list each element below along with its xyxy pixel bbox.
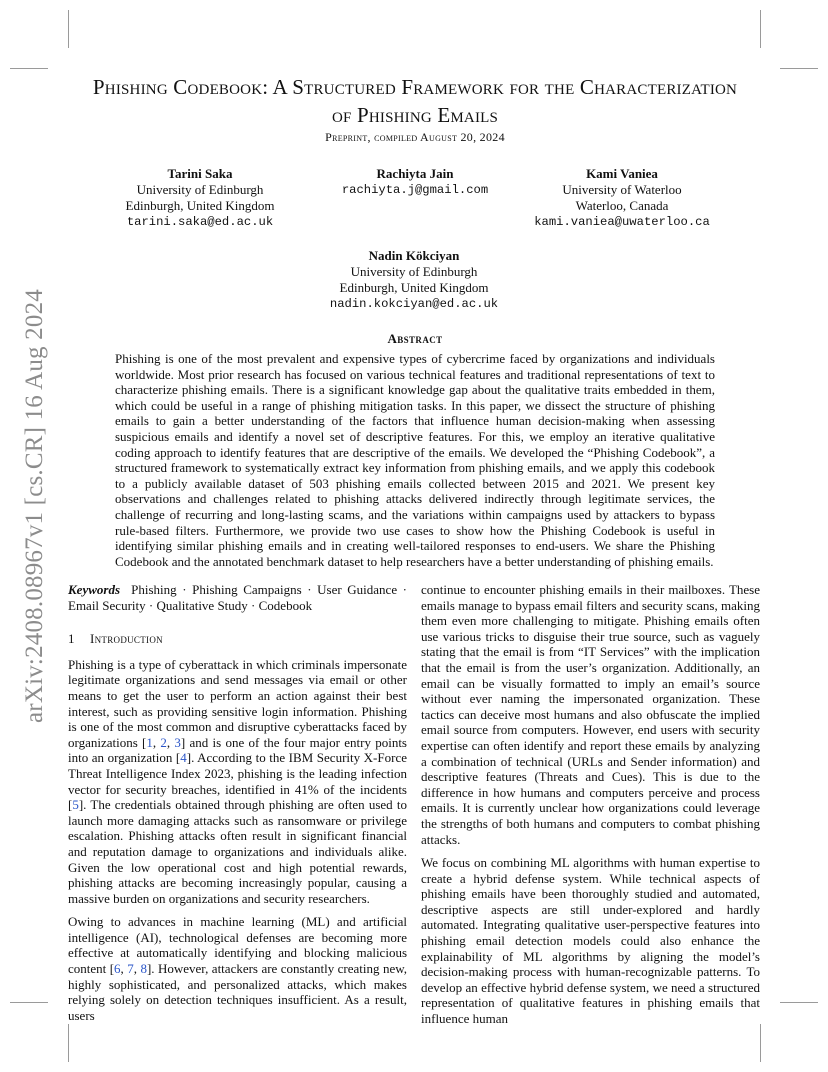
arxiv-identifier bbox=[20, 286, 50, 726]
citation-link[interactable]: 3 bbox=[174, 734, 181, 750]
abstract-heading: Abstract bbox=[387, 331, 443, 346]
section-heading bbox=[68, 631, 407, 647]
citation-link[interactable]: 8 bbox=[140, 961, 147, 977]
author-block bbox=[315, 166, 515, 198]
author-affiliation: University of Edinburgh bbox=[350, 264, 478, 279]
citation-link[interactable]: 2 bbox=[160, 734, 167, 750]
title-line-2: of Phishing Emails bbox=[331, 103, 499, 127]
citation-link[interactable]: 6 bbox=[114, 961, 121, 977]
abstract-text: Phishing is one of the most prevalent and expensive types of cybercrime faced by organizations and individuals worldwide. Most prior research has focused on various technical features and traditional representations of text to characterize phishing emails. There is a significant knowledge gap about the qualitative traits embedded in them, which could be useful in a range of phishing mitigation tasks. In this paper, we dissect the structure of phishing emails to gain a better understanding of the factors that influence human decision-making when assessing suspicious emails and identify a novel set of descriptive features. For this, we employ an iterative qualitative coding approach to identify features that are descriptive of the emails. We developed the “Phishing Codebook”, a structured framework to systematically extract key information from phishing emails, and we apply this codebook to a publicly available dataset of 503 phishing emails collected between 2015 and 2021. We present key observations and challenges related to phishing attacks delivered indirectly through legitimate services, the challenge of recurring and long-lasting scams, and the variations within campaigns used by attackers to bypass rule-based filters. Furthermore, we provide two use cases to show how the Phishing Codebook is useful in identifying similar phishing emails and in creating well-tailored responses to end-users. We share the Phishing Codebook and the annotated benchmark dataset to help researchers have a better understanding of phishing emails. bbox=[115, 351, 715, 569]
author-email: nadin.kokciyan@ed.ac.uk bbox=[329, 297, 499, 311]
citation-link[interactable]: 4 bbox=[180, 750, 187, 766]
author-location: Edinburgh, United Kingdom bbox=[125, 198, 275, 213]
author-name: Nadin Kökciyan bbox=[368, 248, 460, 263]
author-block bbox=[314, 248, 514, 312]
intro-paragraph: Owing to advances in machine learning (ML) and artificial intelligence (AI), technological defenses are becoming more effective at automatically identifying and blocking malicious content [6, 7, 8]. However, attackers are constantly creating new, highly sophisticated, and personalized attacks, which makes relying solely on detection techniques insufficient. As a result, users bbox=[68, 914, 408, 1023]
crop-mark bbox=[780, 68, 818, 69]
author-affiliation: University of Edinburgh bbox=[136, 182, 264, 197]
author-location: Waterloo, Canada bbox=[575, 198, 669, 213]
author-location: Edinburgh, United Kingdom bbox=[339, 280, 489, 295]
left-column bbox=[68, 582, 407, 1031]
paper-title bbox=[60, 73, 770, 129]
author-block bbox=[522, 166, 722, 230]
intro-paragraph: We focus on combining ML algorithms with human expertise to create a hybrid defense system. While technical aspects of phishing emails have been thoroughly studied and automated, descriptive aspects are still under-explored and hardly automated. Integrating qualitative user-perspective features into phishing email detection models could also enhance the explainability of ML algorithms by aligning the model’s decision-making process with human-recognizable patterns. To develop an effective hybrid defense system, we need a structured representation of qualitative features in phishing emails that influence human bbox=[421, 855, 760, 1027]
crop-mark bbox=[68, 10, 69, 48]
section-number: 1 bbox=[68, 631, 75, 647]
title-line-1: Phishing Codebook: A Structured Framework for the Characterization bbox=[92, 75, 738, 99]
right-column bbox=[421, 582, 760, 1035]
crop-mark bbox=[10, 1002, 48, 1003]
author-block bbox=[100, 166, 300, 230]
arxiv-identifier-text: arXiv:2408.08967v1 [cs.CR] 16 Aug 2024 bbox=[21, 289, 48, 723]
citation-link[interactable]: 5 bbox=[72, 797, 79, 813]
keywords bbox=[68, 582, 407, 613]
section-title: Introduction bbox=[90, 631, 163, 647]
author-affiliation: University of Waterloo bbox=[562, 182, 682, 197]
author-name: Kami Vaniea bbox=[586, 166, 658, 181]
keywords-list: Phishing · Phishing Campaigns · User Guidance · Email Security · Qualitative Study · Codebook bbox=[68, 582, 407, 613]
preprint-date: Preprint, compiled August 20, 2024 bbox=[325, 130, 505, 144]
citation-link[interactable]: 7 bbox=[127, 961, 134, 977]
crop-mark bbox=[780, 1002, 818, 1003]
author-email: kami.vaniea@uwaterloo.ca bbox=[534, 215, 710, 229]
crop-mark bbox=[760, 1024, 761, 1062]
intro-paragraph: Phishing is a type of cyberattack in which criminals impersonate legitimate organizations and send messages via email or other means to get the user to perform an action against their best interest, such as providing sensitive login information. Phishing is one of the most common and disruptive cyberattacks faced by organizations [1, 2, 3] and is one of the four major entry points into an organization [4]. According to the IBM Security X-Force Threat Intelligence Index 2023, phishing is the leading infection vector for security breaches, identified in 41% of the incidents [5]. The credentials obtained through phishing are often used to launch more damaging attacks such as ransomware or privilege escalation. Phishing attacks often result in significant financial and reputation damage to organizations and individuals alike. Given the low operational cost and high potential rewards, phishing attacks are becoming increasingly popular, causing a massive burden on organizations and security researchers. bbox=[68, 656, 407, 906]
intro-paragraph: continue to encounter phishing emails in their mailboxes. These emails manage to bypass email filters and security scans, making them even more challenging to mitigate. Phishing emails often use various tricks to disguise their true source, such as vaguely stating that the email is from “IT Services” with the implication that the email is from the user’s organization. Additionally, an email can be visually formatted to imply an email’s source without ever naming the impersonated organization. These tactics can deceive most humans and also obfuscate the implied email source from computers. However, end users with security expertise can often identify and report these emails by analyzing a combination of technical (URLs and Sender information) and descriptive features (Threats and Cues). This is due to the difference in how humans and computers perceive and process emails. It is currently unclear how organizations could leverage the strengths of both humans and computers to combat phishing attacks. bbox=[421, 582, 760, 847]
keywords-label: Keywords bbox=[68, 582, 120, 597]
crop-mark bbox=[760, 10, 761, 48]
crop-mark bbox=[10, 68, 48, 69]
author-name: Tarini Saka bbox=[167, 166, 233, 181]
citation-link[interactable]: 1 bbox=[146, 734, 153, 750]
author-email: tarini.saka@ed.ac.uk bbox=[126, 215, 274, 229]
author-email: rachiyta.j@gmail.com bbox=[341, 183, 489, 197]
author-name: Rachiyta Jain bbox=[376, 166, 454, 181]
